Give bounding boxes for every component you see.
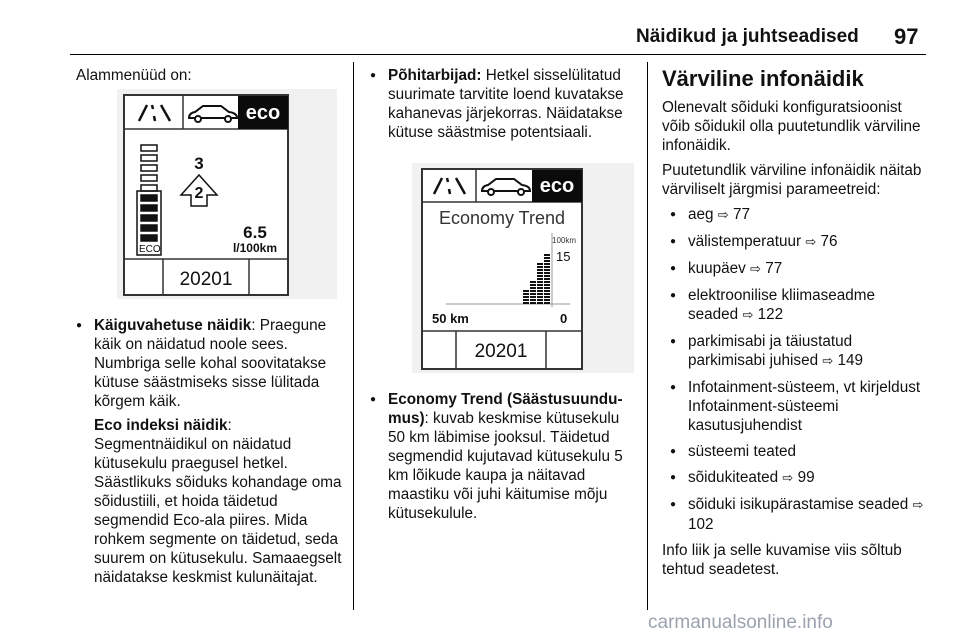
gear-shift-text: : Praegune käik on näidatud noole sees. Numbriga selle kohal soovitatakse kütuse säästmiseks sisse lülitada kõrgem käik. xyxy=(94,317,327,410)
consumption-unit: l/100km xyxy=(232,241,278,255)
eco-label: eco xyxy=(539,175,575,197)
page-ref-link[interactable]: 76 xyxy=(820,233,838,250)
main-consumers-text: Hetkel sisselülitatud suurimate tarvitite loend kuvatakse kahanevas järjekorras. Näidatakse kütuse säästmise potentsiaali. xyxy=(388,67,624,141)
recommended-gear: 3 xyxy=(194,154,204,173)
intro-paragraph: Olenevalt sõiduki konfiguratsioonist võib sõidukil olla puutetundlik värviline infonäidik. xyxy=(662,99,921,154)
left-column xyxy=(76,66,344,85)
list-item: ● Infotainment-süsteem, vt kirjeldust Infotainment-süsteemi kasutusjuhendist xyxy=(670,378,928,435)
parameters-paragraph: Puutetundlik värviline infonäidik näitab värviliselt järgmisi parameetreid: xyxy=(662,162,922,198)
eco-zone-label: ECO xyxy=(139,244,161,255)
list-item: ● välistemperatuur ⇨ 76 xyxy=(670,232,928,252)
current-gear: 2 xyxy=(194,185,204,202)
average-consumption: 6.5 xyxy=(243,223,267,242)
ref-arrow-icon: ⇨ xyxy=(717,208,729,223)
watermark: carmanualsonline.info xyxy=(648,612,833,633)
list-item: ● aeg ⇨ 77 xyxy=(670,205,928,225)
economy-trend-display xyxy=(412,163,634,373)
trend-max-value: 15 xyxy=(556,249,571,264)
gear-shift-bullet xyxy=(76,316,348,411)
page-ref-link[interactable]: 149 xyxy=(837,352,864,369)
main-consumers-bullet xyxy=(370,66,632,142)
right-column xyxy=(662,66,928,579)
page-ref-link[interactable]: 77 xyxy=(765,260,783,277)
ref-arrow-icon: ⇨ xyxy=(805,235,817,250)
shift-indicator-display xyxy=(117,89,337,299)
closing-paragraph: Info liik ja selle kuvamise viis sõltub tehtud seadetest. xyxy=(662,542,902,578)
eco-index-colon: : xyxy=(227,417,232,434)
list-item: ● sõidukiteated ⇨ 99 xyxy=(670,468,928,488)
trend-unit: 100km xyxy=(552,236,577,245)
section-heading: Värviline infonäidik xyxy=(662,66,864,91)
gear-shift-title: Käiguvahetuse näidik xyxy=(94,317,252,334)
ref-arrow-icon: ⇨ xyxy=(822,354,834,369)
trend-left-label: 50 km xyxy=(432,311,469,326)
parameter-list xyxy=(662,205,928,534)
odometer-reading: 20201 xyxy=(179,269,233,290)
ref-arrow-icon: ⇨ xyxy=(742,308,754,323)
page-header-title: Näidikud ja juhtseadised xyxy=(636,26,859,47)
list-item: ● elektroonilise kliimaseadme seaded ⇨ 122 xyxy=(670,286,928,325)
trend-right-label: 0 xyxy=(560,311,568,326)
eco-label: eco xyxy=(245,102,281,124)
column-divider-1 xyxy=(353,62,354,610)
page-ref-link[interactable]: 77 xyxy=(732,206,750,223)
list-item: ● süsteemi teated xyxy=(670,442,928,461)
ref-arrow-icon: ⇨ xyxy=(782,471,794,486)
middle-column xyxy=(370,66,632,142)
header-rule xyxy=(70,54,926,55)
left-column-bullets xyxy=(76,316,348,587)
economy-trend-bullet xyxy=(370,390,636,523)
page-ref-link[interactable]: 99 xyxy=(797,469,815,486)
page-number: 97 xyxy=(894,24,919,49)
economy-trend-title: Economy Trend xyxy=(438,208,566,228)
eco-index-text: Segmentnäidikul on näidatud kütusekulu praegusel hetkel. Säästlikuks sõiduks kohandage oma sõidustiili, et hoida täidetud segmendid Eco-ala piires. Mida rohkem segmente on täidetud, seda suurem on kütusekulu. Samaaegselt näidatakse keskmist kulunäitajat. xyxy=(94,436,342,586)
list-item: ● parkimisabi ja täiustatud parkimisabi juhised ⇨ 149 xyxy=(670,332,928,371)
economy-trend-bullet-text: : kuvab keskmise kütusekulu 50 km läbimise jooksul. Täidetud segmendid kujutavad kütusekulu 5 km lõikude kaupa ja näitavad maastiku või juhi käitumise mõju kütusekulule. xyxy=(388,410,623,522)
odometer-reading: 20201 xyxy=(474,341,528,362)
ref-arrow-icon: ⇨ xyxy=(750,262,761,277)
page-ref-link[interactable]: 102 xyxy=(688,516,714,533)
column-divider-2 xyxy=(647,62,648,610)
middle-column-bullets xyxy=(370,390,636,523)
economy-trend-bullet-title: Economy Trend (Säästusuundu-mus) xyxy=(388,391,623,427)
eco-index-title: Eco indeksi näidik xyxy=(94,417,228,434)
main-consumers-title: Põhitarbijad: xyxy=(388,67,482,84)
list-item: ● kuupäev ⇨ 77 xyxy=(670,259,928,279)
list-item: ● sõiduki isikupärastamise seaded ⇨ 102 xyxy=(670,495,928,534)
page-ref-link[interactable]: 122 xyxy=(757,306,784,323)
ref-arrow-icon: ⇨ xyxy=(912,498,924,513)
intro-text: Alammenüüd on: xyxy=(76,67,192,84)
eco-index-paragraph xyxy=(76,416,348,587)
